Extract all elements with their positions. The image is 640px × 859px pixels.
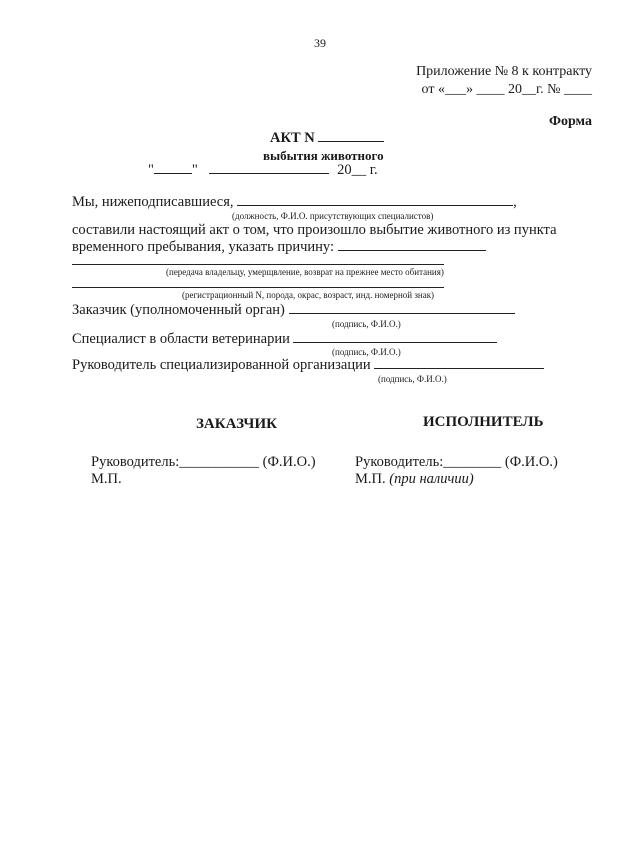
hint-vet: (подпись, Ф.И.О.)	[332, 347, 401, 357]
head-sign-line: Руководитель специализированной организации	[72, 357, 544, 374]
hint-customer: (подпись, Ф.И.О.)	[332, 319, 401, 329]
signers-line: Мы, нижеподписавшиеся, ,	[72, 194, 517, 210]
page-number: 39	[314, 36, 326, 50]
act-date: " " 20__ г.	[148, 162, 378, 178]
act-number-blank	[318, 141, 384, 142]
customer-head-line: Руководитель:___________ (Ф.И.О.)	[91, 454, 316, 470]
vet-sign-blank	[293, 342, 497, 343]
contractor-heading: ИСПОЛНИТЕЛЬ	[423, 414, 544, 430]
customer-sign-line: Заказчик (уполномоченный орган)	[72, 302, 515, 319]
animal-detail-line	[72, 287, 444, 288]
hint-head: (подпись, Ф.И.О.)	[378, 374, 447, 384]
reason-line: временного пребывания, указать причину:	[72, 239, 486, 256]
hint-signers: (должность, Ф.И.О. присутствующих специалистов)	[232, 211, 434, 221]
signers-blank	[237, 205, 513, 206]
act-prefix: АКТ N	[270, 130, 315, 146]
vet-sign-line: Специалист в области ветеринарии	[72, 331, 497, 348]
month-blank	[209, 173, 329, 174]
customer-heading: ЗАКАЗЧИК	[196, 416, 277, 432]
contractor-head-line: Руководитель:________ (Ф.И.О.)	[355, 454, 558, 470]
hint-reason: (передача владельцу, умерщвление, возврат на прежнее место обитания)	[166, 267, 444, 277]
hint-animal: (регистрационный N, порода, окрас, возраст, инд. номерной знак)	[182, 290, 435, 300]
contractor-seal-line	[355, 471, 474, 488]
appendix-label: Приложение № 8 к контракту	[416, 64, 592, 79]
head-sign-blank	[374, 368, 544, 369]
customer-seal: М.П.	[91, 471, 122, 487]
contractor-seal: М.П.	[355, 471, 386, 487]
act-statement: составили настоящий акт о том, что произошло выбытие животного из пункта	[72, 222, 557, 238]
form-label: Форма	[548, 114, 592, 129]
act-title	[270, 130, 384, 147]
customer-sign-blank	[289, 313, 515, 314]
reason-blank	[338, 250, 486, 251]
contractor-seal-note: (при наличии)	[389, 471, 474, 487]
act-subtitle: выбытия животного	[263, 148, 384, 163]
contract-from-line: от «___» ____ 20__г. № ____	[421, 82, 592, 97]
day-blank	[154, 173, 192, 174]
reason-detail-line	[72, 264, 444, 265]
